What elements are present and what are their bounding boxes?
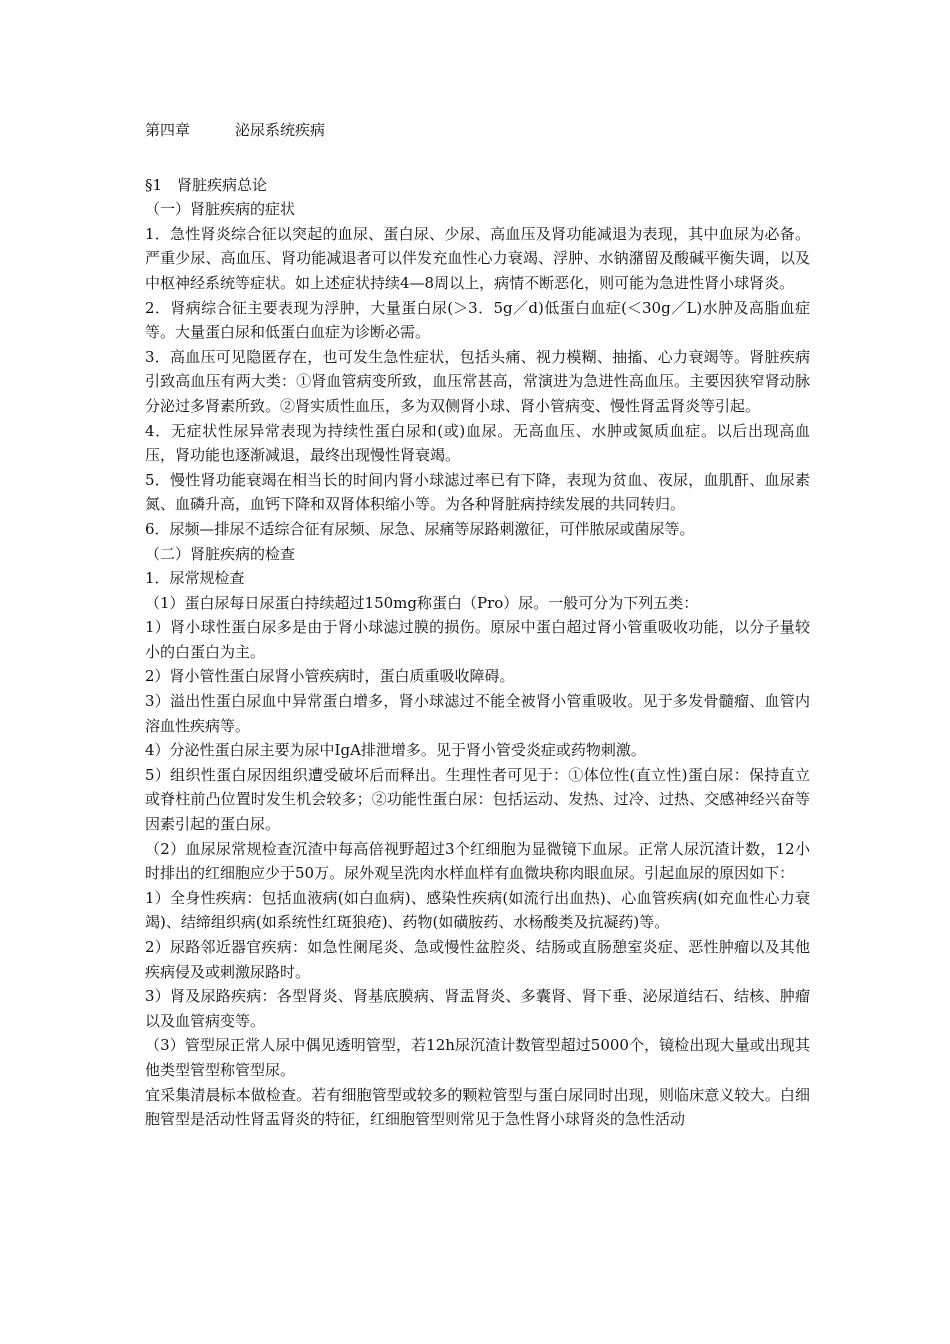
paragraph: 3）肾及尿路疾病：各型肾炎、肾基底膜病、肾盂肾炎、多囊肾、肾下垂、泌尿道结石、结核、肿瘤以及血管病变等。: [145, 987, 810, 1030]
paragraph: 5．慢性肾功能衰竭在相当长的时间内肾小球滤过率已有下降，表现为贫血、夜尿，血肌酐、血尿素氮、血磷升高，血钙下降和双肾体积缩小等。为各种肾脏病持续发展的共同转归。: [145, 470, 810, 514]
paragraph: 1）全身性疾病：包括血液病(如白血病)、感染性疾病(如流行出血热)、心血管疾病(如充血性心力衰竭)、结缔组织病(如系统性红斑狼疮)、药物(如磺胺药、水杨酸类及抗凝药)等。: [145, 888, 810, 932]
document-page: [145, 118, 810, 1132]
paragraph: （1）蛋白尿每日尿蛋白持续超过150mg称蛋白（Pro）尿。一般可分为下列五类：: [145, 593, 699, 612]
paragraph: （2）血尿尿常规检查沉渣中每高倍视野超过3个红细胞为显微镜下血尿。正常人尿沉渣计数，12小时排出的红细胞应少于50万。尿外观呈洗肉水样血样有血微块称肉眼血尿。引起血尿的原因如下：: [145, 839, 810, 883]
paragraph: 2）肾小管性蛋白尿肾小管疾病时，蛋白质重吸收障碍。: [145, 667, 515, 686]
paragraph: §1 肾脏疾病总论: [145, 175, 268, 194]
document-body: [145, 173, 810, 1132]
chapter-title: 第四章 泌尿系统疾病: [145, 121, 326, 139]
paragraph: 宜采集清晨标本做检查。若有细胞管型或较多的颗粒管型与蛋白尿同时出现，则临床意义较大。白细胞管型是活动性肾盂肾炎的特征，红细胞管型则常见于急性肾小球肾炎的急性活动: [145, 1085, 810, 1129]
paragraph: 2．肾病综合征主要表现为浮肿，大量蛋白尿(＞3．5g／d)低蛋白血症(＜30g／L)水肿及高脂血症等。大量蛋白尿和低蛋白血症为诊断必需。: [145, 298, 810, 342]
paragraph: 1）肾小球性蛋白尿多是由于肾小球滤过膜的损伤。原尿中蛋白超过肾小管重吸收功能，以分子量较小的白蛋白为主。: [145, 618, 810, 661]
paragraph: 6．尿频—排尿不适综合征有尿频、尿急、尿痛等尿路刺激征，可伴脓尿或菌尿等。: [145, 519, 695, 538]
paragraph: 1．急性肾炎综合征以突起的血尿、蛋白尿、少尿、高血压及肾功能减退为表现，其中血尿为必备。严重少尿、高血压、肾功能减退者可以伴发充血性心力衰竭、浮肿、水钠潴留及酸碱平衡失调，以及中枢神经系统等症状。如上述症状持续4—8周以上，病情不断恶化，则可能为急进性肾小球肾炎。: [145, 224, 810, 292]
paragraph: 3．高血压可见隐匿存在，也可发生急性症状，包括头痛、视力模糊、抽搐、心力衰竭等。肾脏疾病引致高血压有两大类：①肾血管病变所致，血压常甚高，常演进为急进性高血压。主要因狭窄肾动脉分泌过多肾素所致。②肾实质性血压，多为双侧肾小球、肾小管病变、慢性肾盂肾炎等引起。: [145, 347, 810, 415]
paragraph: 4．无症状性尿异常表现为持续性蛋白尿和(或)血尿。无高血压、水肿或氮质血症。以后出现高血压，肾功能也逐渐减退，最终出现慢性肾衰竭。: [145, 421, 810, 465]
paragraph: （二）肾脏疾病的检查: [145, 544, 296, 563]
paragraph: （一）肾脏疾病的症状: [145, 200, 296, 219]
paragraph: （3）管型尿正常人尿中偶见透明管型，若12h尿沉渣计数管型超过5000个，镜检出现大量或出现其他类型管型称管型尿。: [145, 1036, 810, 1079]
paragraph: 1．尿常规检查: [145, 569, 245, 588]
paragraph: 4）分泌性蛋白尿主要为尿中IgA排泄增多。见于肾小管受炎症或药物刺激。: [145, 741, 646, 760]
paragraph: 2）尿路邻近器官疾病：如急性阑尾炎、急或慢性盆腔炎、结肠或直肠憩室炎症、恶性肿瘤以及其他疾病侵及或刺激尿路时。: [145, 938, 810, 981]
paragraph: 3）溢出性蛋白尿血中异常蛋白增多，肾小球滤过不能全被肾小管重吸收。见于多发骨髓瘤、血管内溶血性疾病等。: [145, 692, 810, 735]
paragraph: 5）组织性蛋白尿因组织遭受破坏后而释出。生理性者可见于：①体位性(直立性)蛋白尿：保持直立或脊柱前凸位置时发生机会较多；②功能性蛋白尿：包括运动、发热、过冷、过热、交感神经兴奋等因素引起的蛋白尿。: [145, 765, 810, 834]
